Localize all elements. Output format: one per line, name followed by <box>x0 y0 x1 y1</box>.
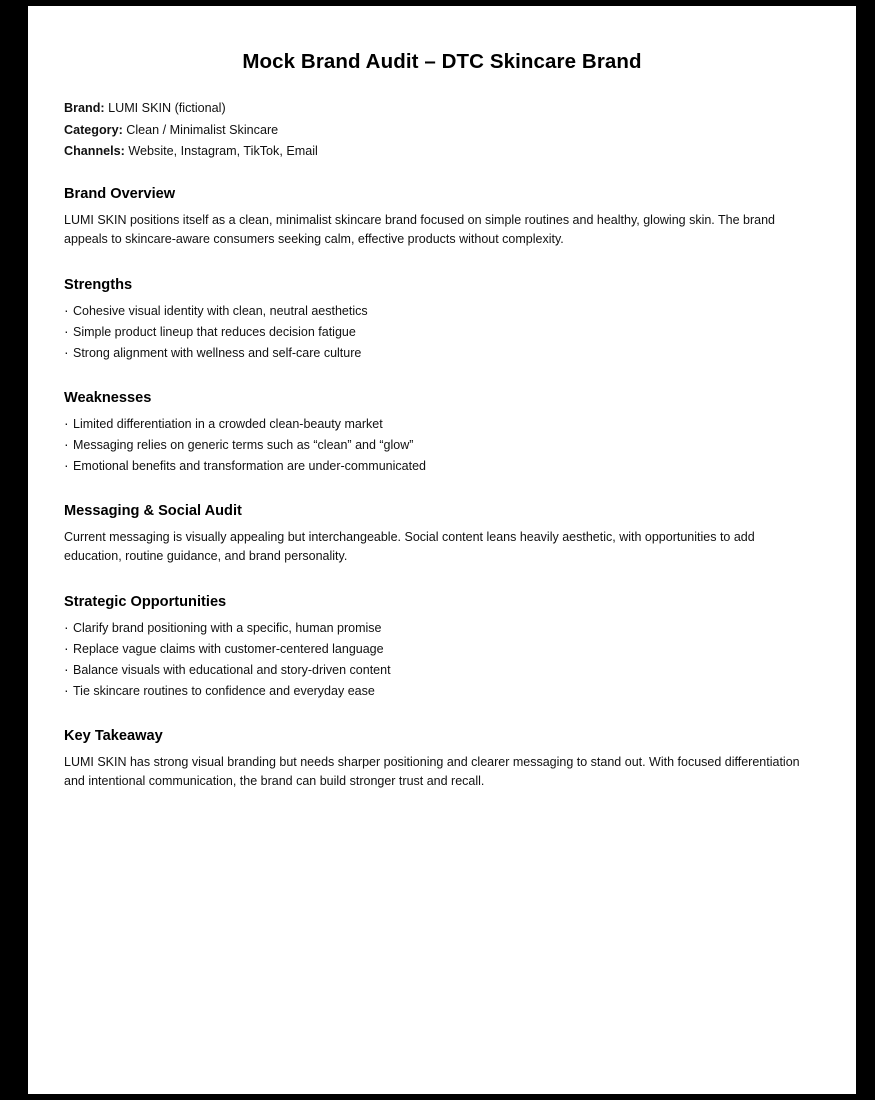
list-item: · Emotional benefits and transformation are under-communicated <box>64 457 820 475</box>
page-title: Mock Brand Audit – DTC Skincare Brand <box>242 50 642 73</box>
section-strengths <box>28 277 856 362</box>
list-item: · Replace vague claims with customer-centered language <box>64 640 820 658</box>
metadata-value-brand: LUMI SKIN (fictional) <box>108 101 226 115</box>
section-heading-strengths: Strengths <box>64 276 133 293</box>
weaknesses-list <box>64 415 820 475</box>
metadata-label-category: Category: <box>64 122 123 137</box>
section-messaging-social-audit <box>28 503 856 566</box>
metadata-value-channels: Website, Instagram, TikTok, Email <box>128 144 318 159</box>
strengths-list <box>64 302 820 362</box>
list-item: · Simple product lineup that reduces decision fatigue <box>64 323 820 341</box>
section-heading-key-takeaway: Key Takeaway <box>64 727 163 744</box>
metadata-row-brand <box>64 102 856 115</box>
list-item: · Limited differentiation in a crowded clean-beauty market <box>64 415 820 433</box>
metadata-label-channels: Channels: <box>64 144 125 159</box>
list-item: · Clarify brand positioning with a specific, human promise <box>64 619 820 637</box>
section-key-takeaway <box>28 728 856 791</box>
metadata-label-brand: Brand: <box>64 101 105 115</box>
opportunities-list <box>64 619 820 700</box>
section-body-key-takeaway: LUMI SKIN has strong visual branding but needs sharper positioning and clearer messaging to stand out. With focused differentiation and intentional communication, the brand can build stronger trust and recall. <box>64 754 800 788</box>
metadata-row-category <box>64 124 856 137</box>
section-body-brand-overview: LUMI SKIN positions itself as a clean, minimalist skincare brand focused on simple routines and healthy, glowing skin. The brand appeals to skincare-aware consumers seeking calm, effective products without complexity. <box>64 212 776 246</box>
document-metadata <box>28 102 856 158</box>
section-heading-weaknesses: Weaknesses <box>64 389 152 406</box>
section-heading-messaging-social-audit: Messaging & Social Audit <box>64 502 242 519</box>
document-page <box>28 6 856 1094</box>
list-item: · Cohesive visual identity with clean, neutral aesthetics <box>64 302 820 320</box>
section-heading-strategic-opportunities: Strategic Opportunities <box>64 593 227 610</box>
list-item: · Tie skincare routines to confidence and everyday ease <box>64 682 820 700</box>
list-item: · Balance visuals with educational and story-driven content <box>64 661 820 679</box>
metadata-row-channels <box>64 145 856 158</box>
metadata-value-category: Clean / Minimalist Skincare <box>126 122 279 137</box>
section-heading-brand-overview: Brand Overview <box>64 185 176 202</box>
section-strategic-opportunities <box>28 594 856 700</box>
list-item: · Messaging relies on generic terms such as “clean” and “glow” <box>64 436 820 454</box>
section-body-messaging-social-audit: Current messaging is visually appealing but interchangeable. Social content leans heavily aesthetic, with opportunities to add education, routine guidance, and brand personality. <box>64 529 755 563</box>
list-item: · Strong alignment with wellness and self-care culture <box>64 344 820 362</box>
section-brand-overview <box>28 186 856 249</box>
section-weaknesses <box>28 390 856 475</box>
